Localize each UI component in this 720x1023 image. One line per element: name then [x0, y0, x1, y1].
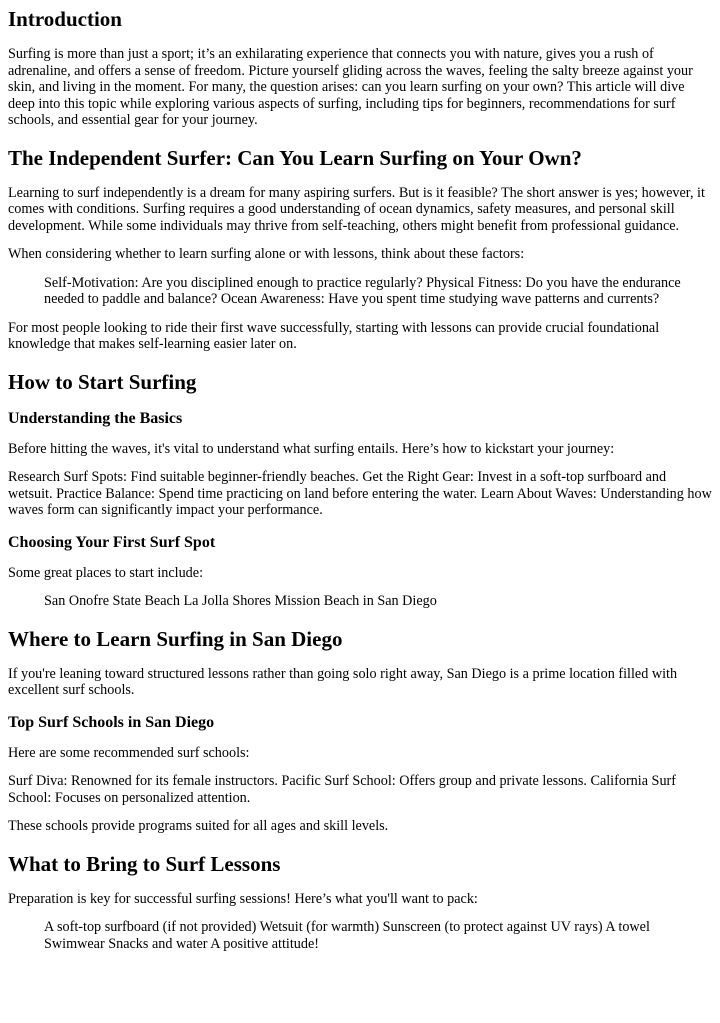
where-paragraph: If you're leaning toward structured lessons rather than going solo right away, San Diego is a prime location filled with excellent surf schools.: [8, 665, 678, 698]
surf-spot-paragraph: Some great places to start include:: [8, 564, 204, 581]
surf-schools-paragraph-2: Surf Diva: Renowned for its female instructors. Pacific Surf School: Offers group and private lessons. California Surf School: Focuses on personalized attention.: [8, 773, 676, 806]
basics-subheading: Understanding the Basics: [8, 409, 183, 427]
basics-paragraph-2: Research Surf Spots: Find suitable beginner-friendly beaches. Get the Right Gear: Invest in a soft-top surfboard and wetsuit. Practice Balance: Spend time practicing on land before entering the water. Learn About Waves: Understanding how waves form can significantly impact your performance.: [8, 469, 712, 518]
surf-spots-list: San Onofre State Beach La Jolla Shores Mission Beach in San Diego: [44, 593, 437, 609]
basics-paragraph-1: Before hitting the waves, it's vital to understand what surfing entails. Here’s how to kickstart your journey:: [8, 440, 615, 457]
surf-spot-subheading: Choosing Your First Surf Spot: [8, 533, 216, 551]
independent-paragraph-3: For most people looking to ride their first wave successfully, starting with lessons can provide crucial foundational knowledge that makes self-learning easier later on.: [8, 319, 660, 352]
independent-surfer-heading: The Independent Surfer: Can You Learn Surfing on Your Own?: [8, 145, 582, 170]
how-to-start-heading: How to Start Surfing: [8, 369, 197, 394]
independent-paragraph-1: Learning to surf independently is a dream for many aspiring surfers. But is it feasible? The short answer is yes; however, it comes with conditions. Surfing requires a good understanding of ocean dynamics, safety measures, and personal skill development. While some individuals may thrive from self-teaching, others might benefit from professional guidance.: [8, 184, 705, 234]
factors-list: Self-Motivation: Are you disciplined enough to practice regularly? Physical Fitness: Do you have the endurance needed to paddle and balance? Ocean Awareness: Have you spent time studying wave patterns and currents?: [44, 274, 681, 307]
introduction-paragraph: Surfing is more than just a sport; it’s an exhilarating experience that connects you with nature, gives you a rush of adrenaline, and offers a sense of freedom. Picture yourself gliding across the waves, feeling the salty breeze against your skin, and living in the moment. For many, the question arises: can you learn surfing on your own? This article will dive deep into this topic while exploring various aspects of surfing, including tips for beginners, recommendations for surf schools, and essential gear for your journey.: [8, 46, 693, 128]
where-to-learn-heading: Where to Learn Surfing in San Diego: [8, 626, 343, 651]
what-to-bring-list: A soft-top surfboard (if not provided) Wetsuit (for warmth) Sunscreen (to protect against UV rays) A towel Swimwear Snacks and water A positive attitude!: [44, 919, 650, 952]
surf-schools-paragraph-3: These schools provide programs suited for all ages and skill levels.: [8, 818, 389, 834]
what-to-bring-heading: What to Bring to Surf Lessons: [8, 851, 281, 876]
surf-schools-subheading: Top Surf Schools in San Diego: [8, 713, 215, 731]
independent-paragraph-2: When considering whether to learn surfing alone or with lessons, think about these factors:: [8, 246, 525, 262]
what-to-bring-paragraph: Preparation is key for successful surfing sessions! Here’s what you'll want to pack:: [8, 890, 478, 907]
introduction-heading: Introduction: [8, 7, 122, 31]
article-page: [0, 6, 720, 952]
surf-schools-paragraph-1: Here are some recommended surf schools:: [8, 744, 250, 761]
